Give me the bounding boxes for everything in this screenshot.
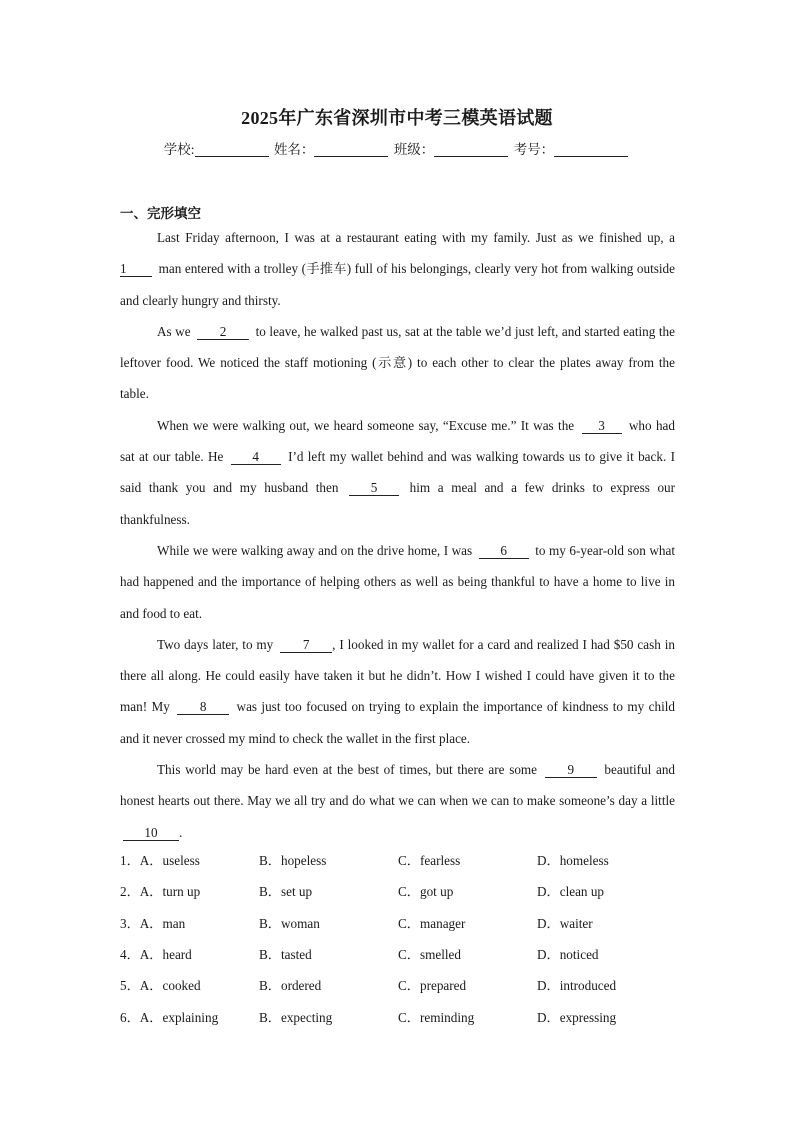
paragraph-5: [120, 629, 675, 754]
option-c[interactable]: C．prepared: [398, 978, 467, 994]
blank-1: 1: [120, 261, 152, 277]
option-a[interactable]: 5．A．cooked: [120, 978, 201, 994]
section-heading: 一、完形填空: [120, 206, 201, 221]
passage-text: man entered with a trolley (手推车) full of his belongings, clearly very hot from walking outside and clearly hungry and thirsty.: [120, 261, 676, 308]
passage-text: As we: [157, 323, 191, 339]
passage-text: , I looked in my wallet for a card and realized I had $50 cash in there all along. He could easily have taken it but he didn’t. How I wished I could have given it to the man! My: [120, 636, 675, 715]
option-b[interactable]: B．set up: [259, 884, 313, 900]
paragraph-4: [120, 535, 675, 629]
passage-text: to my 6-year-old son what had happened and the importance of helping others as well as being thankful to have a home to live in and food to eat.: [120, 542, 676, 621]
option-b[interactable]: B．tasted: [259, 947, 312, 963]
option-a[interactable]: 4．A．heard: [120, 947, 192, 963]
option-c[interactable]: C．fearless: [398, 853, 461, 869]
paragraph-1: [120, 222, 675, 316]
passage-text: to leave, he walked past us, sat at the table we’d just left, and started eating the leftover food. We noticed the staff motioning (示意) to each other to clear the plates away from the table.: [120, 323, 675, 402]
blank-9: 9: [545, 762, 597, 778]
option-row-4: [120, 938, 680, 969]
blank-4: 4: [231, 449, 281, 465]
option-d[interactable]: D．introduced: [537, 978, 617, 994]
passage-text: Two days later, to my: [157, 636, 274, 652]
blank-8: 8: [177, 699, 229, 715]
option-a[interactable]: 6．A．explaining: [120, 1009, 219, 1025]
blank-10: 10: [123, 825, 179, 841]
class-label: 班级：: [393, 142, 435, 157]
option-d[interactable]: D．homeless: [537, 853, 609, 869]
option-row-3: [120, 907, 680, 938]
exam-number-field[interactable]: [554, 142, 628, 157]
passage-text: .: [179, 824, 183, 840]
passage-text: While we were walking away and on the drive home, I was: [157, 542, 473, 558]
blank-3: 3: [582, 418, 622, 434]
blank-2: 2: [197, 324, 249, 340]
option-b[interactable]: B．expecting: [259, 1009, 333, 1025]
blank-7: 7: [280, 637, 332, 653]
option-c[interactable]: C．reminding: [398, 1009, 475, 1025]
passage-text: who had sat at our table. He: [120, 417, 675, 465]
option-d[interactable]: D．waiter: [537, 915, 593, 931]
option-row-5: [120, 969, 680, 1000]
option-b[interactable]: B．woman: [259, 915, 320, 931]
name-field[interactable]: [314, 142, 388, 157]
passage-text: I’d left my wallet behind and was walking towards us to give it back. I said thank you and my husband then: [120, 449, 676, 496]
option-b[interactable]: B．ordered: [259, 978, 322, 994]
option-c[interactable]: C．manager: [398, 915, 466, 931]
paragraph-2: [120, 316, 675, 410]
answer-options: [120, 844, 680, 1032]
option-c[interactable]: C．smelled: [398, 947, 462, 963]
option-row-6: [120, 1000, 680, 1031]
option-d[interactable]: D．clean up: [537, 884, 605, 900]
passage-text: him a meal and a few drinks to express our thankfulness.: [120, 480, 676, 527]
blank-6: 6: [479, 543, 529, 559]
page-title: 2025年广东省深圳市中考三模英语试题: [241, 108, 553, 128]
option-d[interactable]: D．expressing: [537, 1009, 617, 1025]
passage-text: beautiful and honest hearts out there. May we all try and do what we can when we can to make someone’s day a little: [120, 762, 676, 809]
option-row-2: [120, 875, 680, 906]
blank-5: 5: [349, 480, 399, 496]
class-field[interactable]: [434, 142, 508, 157]
paragraph-6: [120, 754, 675, 848]
student-info-line: [0, 138, 794, 158]
option-a[interactable]: 1．A．useless: [120, 853, 200, 869]
school-field[interactable]: [195, 142, 269, 157]
option-a[interactable]: 2．A．turn up: [120, 884, 201, 900]
cloze-passage: [120, 222, 675, 848]
passage-text: Last Friday afternoon, I was at a restaurant eating with my family. Just as we finished up, a: [157, 230, 675, 245]
option-c[interactable]: C．got up: [398, 884, 454, 900]
passage-text: When we were walking out, we heard someone say, “Excuse me.” It was the: [157, 417, 575, 433]
option-b[interactable]: B．hopeless: [259, 853, 327, 869]
option-a[interactable]: 3．A．man: [120, 915, 186, 931]
school-label: 学校:: [163, 142, 195, 157]
passage-text: This world may be hard even at the best of times, but there are some: [157, 762, 538, 778]
passage-text: was just too focused on trying to explain the importance of kindness to my child and it never crossed my mind to check the wallet in the first place.: [120, 699, 675, 746]
option-row-1: [120, 844, 680, 875]
exam-number-label: 考号：: [513, 142, 555, 157]
paragraph-3: [120, 410, 675, 535]
option-d[interactable]: D．noticed: [537, 947, 599, 963]
name-label: 姓名：: [273, 142, 315, 157]
